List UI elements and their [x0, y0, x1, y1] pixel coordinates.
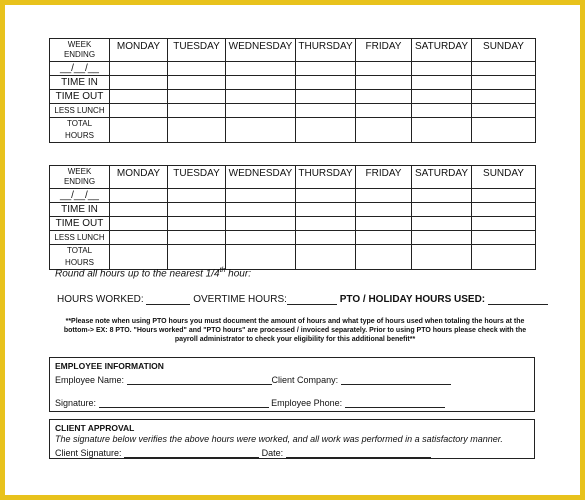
cell[interactable]: [110, 118, 168, 143]
employee-phone-field[interactable]: [345, 397, 445, 408]
employee-info-title: EMPLOYEE INFORMATION: [55, 361, 164, 371]
date-label: __/__/__: [50, 62, 110, 76]
week-table-1: [49, 38, 536, 143]
cell[interactable]: [412, 231, 472, 245]
cell[interactable]: [412, 217, 472, 231]
cell[interactable]: [110, 203, 168, 217]
cell[interactable]: [226, 90, 296, 104]
cell[interactable]: [168, 104, 226, 118]
cell[interactable]: [356, 104, 412, 118]
cell[interactable]: [412, 189, 472, 203]
cell[interactable]: [226, 245, 296, 270]
client-approval-statement: The signature below verifies the above hours were worked, and all work was performed in a satisfactory manner.: [55, 434, 503, 444]
day-tuesday: TUESDAY: [168, 166, 226, 189]
day-wednesday: WEDNESDAY: [226, 39, 296, 62]
day-thursday: THURSDAY: [296, 39, 356, 62]
day-wednesday: WEDNESDAY: [226, 166, 296, 189]
cell[interactable]: [168, 118, 226, 143]
day-tuesday: TUESDAY: [168, 39, 226, 62]
day-monday: MONDAY: [110, 166, 168, 189]
cell[interactable]: [412, 62, 472, 76]
cell[interactable]: [110, 62, 168, 76]
week-ending-header: WEEK ENDING: [50, 39, 110, 62]
client-signature-field[interactable]: [124, 447, 259, 458]
cell[interactable]: [472, 62, 536, 76]
cell[interactable]: [472, 189, 536, 203]
date-field-label: Date:: [261, 448, 284, 458]
client-company-field[interactable]: [341, 374, 451, 385]
cell[interactable]: [412, 76, 472, 90]
client-approval-title: CLIENT APPROVAL: [55, 423, 135, 433]
day-friday: FRIDAY: [356, 166, 412, 189]
day-sunday: SUNDAY: [472, 166, 536, 189]
cell[interactable]: [296, 203, 356, 217]
pto-hours-label: PTO / HOLIDAY HOURS USED:: [339, 294, 486, 305]
employee-name-field[interactable]: [127, 374, 272, 385]
rounding-note: Round all hours up to the nearest 1/4th hour:: [55, 267, 251, 280]
week-ending-header: WEEK ENDING: [50, 166, 110, 189]
cell[interactable]: [472, 245, 536, 270]
cell[interactable]: [110, 245, 168, 270]
cell[interactable]: [472, 76, 536, 90]
cell[interactable]: [296, 189, 356, 203]
time-out-label: TIME OUT: [50, 217, 110, 231]
cell[interactable]: [226, 189, 296, 203]
cell[interactable]: [356, 62, 412, 76]
cell[interactable]: [296, 90, 356, 104]
cell[interactable]: [226, 104, 296, 118]
time-in-label: TIME IN: [50, 203, 110, 217]
employee-info-section: [49, 357, 535, 412]
cell[interactable]: [226, 217, 296, 231]
cell[interactable]: [296, 62, 356, 76]
client-company-label: Client Company:: [271, 375, 339, 385]
cell[interactable]: [168, 90, 226, 104]
signature-label: Signature:: [55, 398, 97, 408]
day-saturday: SATURDAY: [412, 39, 472, 62]
cell[interactable]: [356, 231, 412, 245]
cell[interactable]: [110, 231, 168, 245]
hours-worked-label: HOURS WORKED:: [57, 294, 144, 305]
signature-field[interactable]: [99, 397, 269, 408]
cell[interactable]: [412, 118, 472, 143]
less-lunch-label: LESS LUNCH: [50, 231, 110, 245]
employee-name-label: Employee Name:: [55, 375, 125, 385]
cell[interactable]: [296, 76, 356, 90]
cell[interactable]: [296, 104, 356, 118]
cell[interactable]: [110, 90, 168, 104]
date-label: __/__/__: [50, 189, 110, 203]
cell[interactable]: [110, 189, 168, 203]
cell[interactable]: [356, 245, 412, 270]
cell[interactable]: [110, 217, 168, 231]
cell[interactable]: [472, 203, 536, 217]
client-signature-label: Client Signature:: [55, 448, 122, 458]
day-thursday: THURSDAY: [296, 166, 356, 189]
cell[interactable]: [296, 118, 356, 143]
cell[interactable]: [168, 245, 226, 270]
cell[interactable]: [168, 76, 226, 90]
cell[interactable]: [226, 118, 296, 143]
cell[interactable]: [110, 104, 168, 118]
cell[interactable]: [226, 231, 296, 245]
cell[interactable]: [356, 90, 412, 104]
total-hours-label: TOTAL HOURS: [50, 118, 110, 143]
day-monday: MONDAY: [110, 39, 168, 62]
pto-note: **Please note when using PTO hours you must document the amount of hours and what type of hours used when totaling the hours at the bottom-> EX: 8 PTO. "Hours worked" and "PTO hours" are processed / invoiced separately. Prior to using PTO hours please check with the payroll administrator to check your eligibility for this additional benefit**: [63, 318, 527, 343]
cell[interactable]: [412, 245, 472, 270]
cell[interactable]: [168, 203, 226, 217]
cell[interactable]: [472, 118, 536, 143]
cell[interactable]: [472, 104, 536, 118]
cell[interactable]: [472, 231, 536, 245]
less-lunch-label: LESS LUNCH: [50, 104, 110, 118]
time-out-label: TIME OUT: [50, 90, 110, 104]
day-sunday: SUNDAY: [472, 39, 536, 62]
hours-worked-field[interactable]: [146, 294, 190, 305]
cell[interactable]: [356, 76, 412, 90]
overtime-hours-field[interactable]: [287, 294, 337, 305]
day-saturday: SATURDAY: [412, 166, 472, 189]
date-field[interactable]: [286, 447, 431, 458]
cell[interactable]: [356, 217, 412, 231]
cell[interactable]: [226, 62, 296, 76]
employee-phone-label: Employee Phone:: [271, 398, 343, 408]
cell[interactable]: [168, 62, 226, 76]
cell[interactable]: [168, 189, 226, 203]
cell[interactable]: [412, 203, 472, 217]
timesheet-page: [5, 5, 580, 495]
week-table-2: [49, 165, 536, 270]
cell[interactable]: [296, 245, 356, 270]
cell[interactable]: [356, 203, 412, 217]
client-approval-section: [49, 419, 535, 459]
day-friday: FRIDAY: [356, 39, 412, 62]
pto-hours-field[interactable]: [488, 294, 548, 305]
cell[interactable]: [356, 118, 412, 143]
total-hours-label: TOTAL HOURS: [50, 245, 110, 270]
cell[interactable]: [110, 76, 168, 90]
cell[interactable]: [472, 217, 536, 231]
cell[interactable]: [296, 231, 356, 245]
cell[interactable]: [226, 76, 296, 90]
cell[interactable]: [412, 104, 472, 118]
cell[interactable]: [296, 217, 356, 231]
overtime-hours-label: OVERTIME HOURS:: [193, 294, 287, 305]
cell[interactable]: [226, 203, 296, 217]
hours-summary: [57, 294, 548, 305]
cell[interactable]: [168, 231, 226, 245]
cell[interactable]: [356, 189, 412, 203]
cell[interactable]: [168, 217, 226, 231]
cell[interactable]: [472, 90, 536, 104]
cell[interactable]: [412, 90, 472, 104]
time-in-label: TIME IN: [50, 76, 110, 90]
